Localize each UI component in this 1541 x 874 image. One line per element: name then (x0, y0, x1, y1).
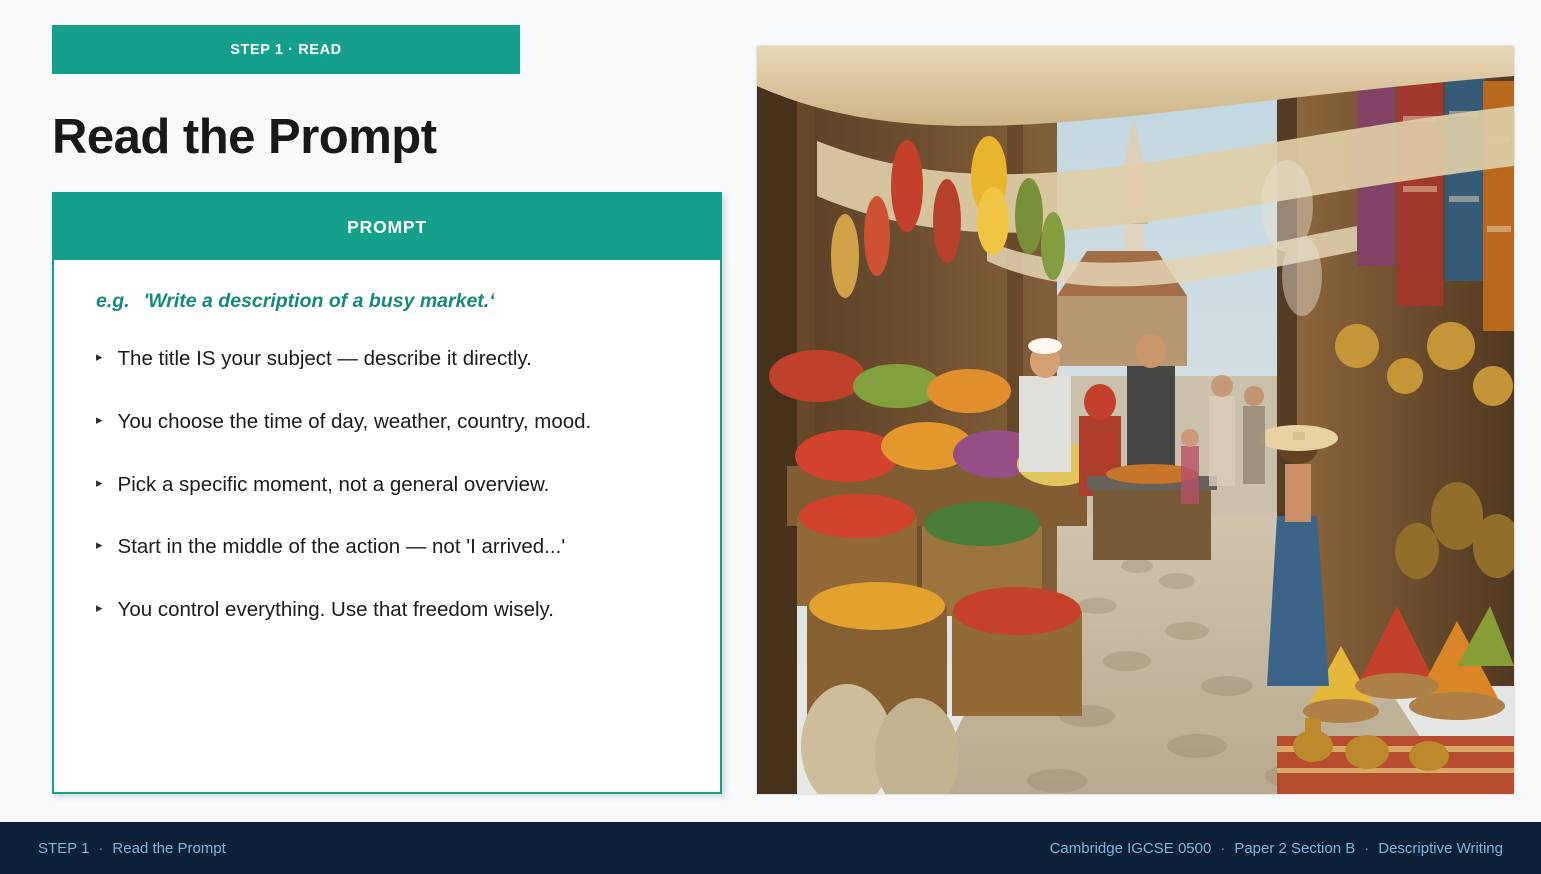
list-item (96, 535, 686, 560)
footer-separator: · (98, 839, 104, 857)
market-photo-illustration (757, 46, 1514, 794)
bullet-arrow-icon: ▸ (96, 349, 103, 365)
bullet-arrow-icon: ▸ (96, 599, 103, 615)
footer-bar (0, 822, 1541, 874)
tips-list (96, 347, 686, 622)
footer-section-title: Read the Prompt (112, 839, 226, 857)
bullet-arrow-icon: ▸ (96, 474, 103, 490)
list-item-label: You choose the time of day, weather, country, mood. (117, 410, 592, 434)
example-text: 'Write a description of a busy market.‘ (143, 290, 495, 313)
left-column (52, 25, 722, 794)
example-label: e.g. (96, 290, 130, 313)
step-badge: STEP 1 · READ (52, 25, 520, 74)
market-photo (757, 46, 1514, 794)
list-item-label: Start in the middle of the action — not 'I arrived...' (117, 535, 566, 559)
list-item (96, 410, 686, 435)
footer-left (38, 840, 226, 857)
prompt-card-body (54, 260, 720, 792)
list-item (96, 347, 686, 372)
list-item (96, 598, 686, 623)
footer-course: Cambridge IGCSE 0500 (1049, 839, 1212, 857)
footer-topic: Descriptive Writing (1378, 839, 1503, 857)
bullet-arrow-icon: ▸ (96, 412, 103, 428)
example-prompt (96, 290, 686, 313)
list-item (96, 473, 686, 498)
footer-step: STEP 1 (38, 839, 90, 857)
footer-separator: · (1364, 839, 1370, 857)
footer-separator: · (1220, 839, 1226, 857)
footer-paper: Paper 2 Section B (1234, 839, 1356, 857)
footer-right (1050, 840, 1503, 857)
bullet-arrow-icon: ▸ (96, 537, 103, 553)
list-item-label: The title IS your subject — describe it directly. (117, 347, 532, 371)
list-item-label: Pick a specific moment, not a general overview. (117, 472, 550, 496)
prompt-card-header: PROMPT (54, 194, 720, 260)
prompt-card (52, 192, 722, 794)
list-item-label: You control everything. Use that freedom wisely. (117, 597, 554, 621)
page-title: Read the Prompt (52, 110, 437, 164)
